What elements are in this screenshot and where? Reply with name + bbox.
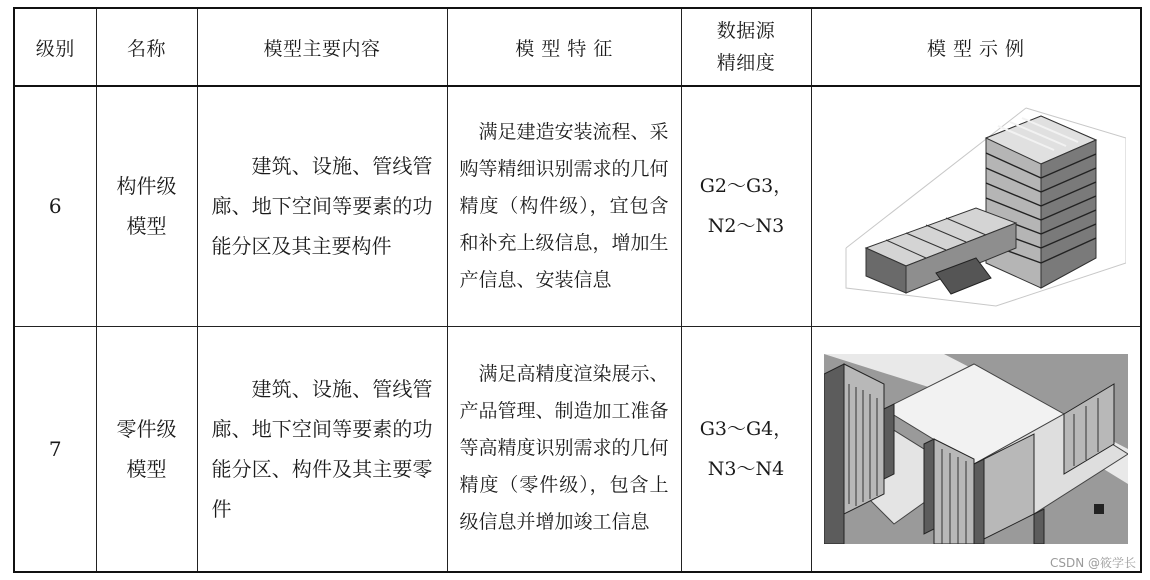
row-level: 7 <box>14 326 96 572</box>
watermark: CSDN @筱学长 <box>1049 556 1136 570</box>
row-feature <box>447 326 681 572</box>
row-precision-line1: G2～G3， <box>699 175 793 198</box>
row-precision-line1: G3～G4， <box>699 417 793 440</box>
header-precision <box>681 8 811 86</box>
row-level: 6 <box>14 86 96 326</box>
header-precision-line1: 数据源 <box>716 20 776 42</box>
header-feature: 模 型 特 征 <box>447 8 681 86</box>
row-content-text: 建筑、设施、管线管廊、地下空间等要素的功能分区、构件及其主要零件 <box>211 376 433 521</box>
header-precision-line2: 精细度 <box>716 52 776 74</box>
row-precision-line2: N2～N3 <box>707 215 785 238</box>
header-level: 级别 <box>14 8 96 86</box>
row-example <box>811 326 1141 572</box>
table-row <box>14 326 1141 572</box>
row-precision <box>681 86 811 326</box>
table-row <box>14 86 1141 326</box>
model-level-table <box>13 7 1142 573</box>
row-name-line2: 模型 <box>126 214 167 239</box>
row-name-line2: 模型 <box>126 456 167 481</box>
header-content: 模型主要内容 <box>197 8 447 86</box>
row-name <box>96 86 197 326</box>
row-example <box>811 86 1141 326</box>
row-name-line1: 构件级 <box>116 174 177 199</box>
row-content <box>197 326 447 572</box>
row-precision <box>681 326 811 572</box>
part-level-model-image <box>824 354 1128 544</box>
row-name-line1: 零件级 <box>116 416 177 441</box>
row-name <box>96 326 197 572</box>
table-header-row <box>14 8 1141 86</box>
row-feature-text: 满足高精度渲染展示、产品管理、制造加工准备等高精度识别需求的几何精度（零件级），包含上级信息并增加竣工信息 <box>459 363 669 534</box>
header-example: 模 型 示 例 <box>811 8 1141 86</box>
row-feature-text: 满足建造安装流程、采购等精细识别需求的几何精度（构件级），宜包含和补充上级信息，增加生产信息、安装信息 <box>459 120 669 291</box>
row-feature <box>447 86 681 326</box>
row-precision-line2: N3～N4 <box>707 457 785 480</box>
row-content-text: 建筑、设施、管线管廊、地下空间等要素的功能分区及其主要构件 <box>211 154 433 259</box>
building-component-model-image <box>826 98 1126 314</box>
header-name: 名称 <box>96 8 197 86</box>
row-content <box>197 86 447 326</box>
